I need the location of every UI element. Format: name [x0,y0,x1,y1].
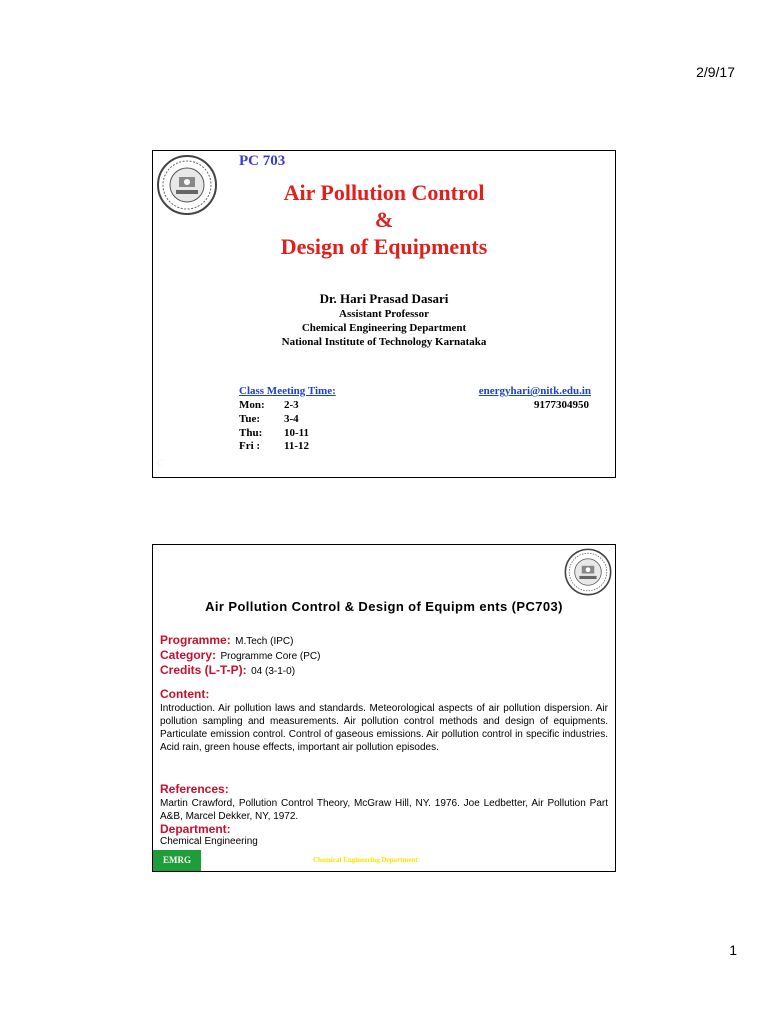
schedule-day: Thu: [239,427,263,439]
credits-row [160,661,295,679]
course-heading: Air Pollution Control & Design of Equipm ents (PC703) [205,599,563,614]
schedule-time: 11-12 [284,440,310,452]
department-value: Chemical Engineering [160,836,258,847]
meeting-time-label: Class Meeting Time: [239,385,336,397]
author-institute: National Institute of Technology Karnataka [281,336,487,348]
slide-footer-text: Chemical Engineering Department [313,856,418,864]
emrg-badge: EMRG [153,850,201,871]
course-info-slide [152,544,616,872]
references-label: References: [160,782,229,796]
title-line-2: & [374,207,394,232]
institute-seal-icon [563,547,613,597]
schedule-time: 3-4 [284,413,299,425]
content-text: Introduction. Air pollution laws and standards. Meteorological aspects of air pollution dispersion. Air pollution sampling and measurements. Air pollution control methods and design of equipments. Particulate emission control. Control of gaseous emissions. Air pollution control in specific industries. Acid rain, green house effects, important air pollution episodes. [160,703,608,753]
course-code: PC 703 [239,153,286,169]
email-link[interactable]: energyhari@nitk.edu.in [478,385,591,397]
page-date: 2/9/17 [696,64,735,80]
content-label: Content: [160,687,210,701]
author-department: Chemical Engineering Department [301,322,467,334]
page-number: 1 [729,942,737,958]
author-position: Assistant Professor [339,308,429,320]
schedule-time: 2-3 [284,399,299,411]
credits-label: Credits (L-T-P): [160,663,247,677]
schedule-day: Fri : [239,440,261,452]
category-label: Category: [160,648,217,662]
credits-value: 04 (3-1-0) [251,666,296,677]
category-value: Programme Core (PC) [220,651,321,662]
schedule-day: Tue: [239,413,260,425]
department-label: Department: [160,822,231,836]
references-text: Martin Crawford, Pollution Control Theory, McGraw Hill, NY. 1976. Joe Ledbetter, Air Pollution Part A&B, Marcel Dekker, NY, 1972. [160,798,608,822]
author-name: Dr. Hari Prasad Dasari [319,291,449,306]
phone-number: 9177304950 [534,399,589,411]
title-line-3: Design of Equipments [280,234,488,259]
schedule-time: 10-11 [284,427,310,439]
programme-value: M.Tech (IPC) [235,636,294,647]
title-line-1: Air Pollution Control [283,180,485,205]
schedule-day: Mon: [239,399,265,411]
faded-watermark-text: C [157,457,165,469]
programme-label: Programme: [160,633,231,647]
title-slide [152,150,616,478]
